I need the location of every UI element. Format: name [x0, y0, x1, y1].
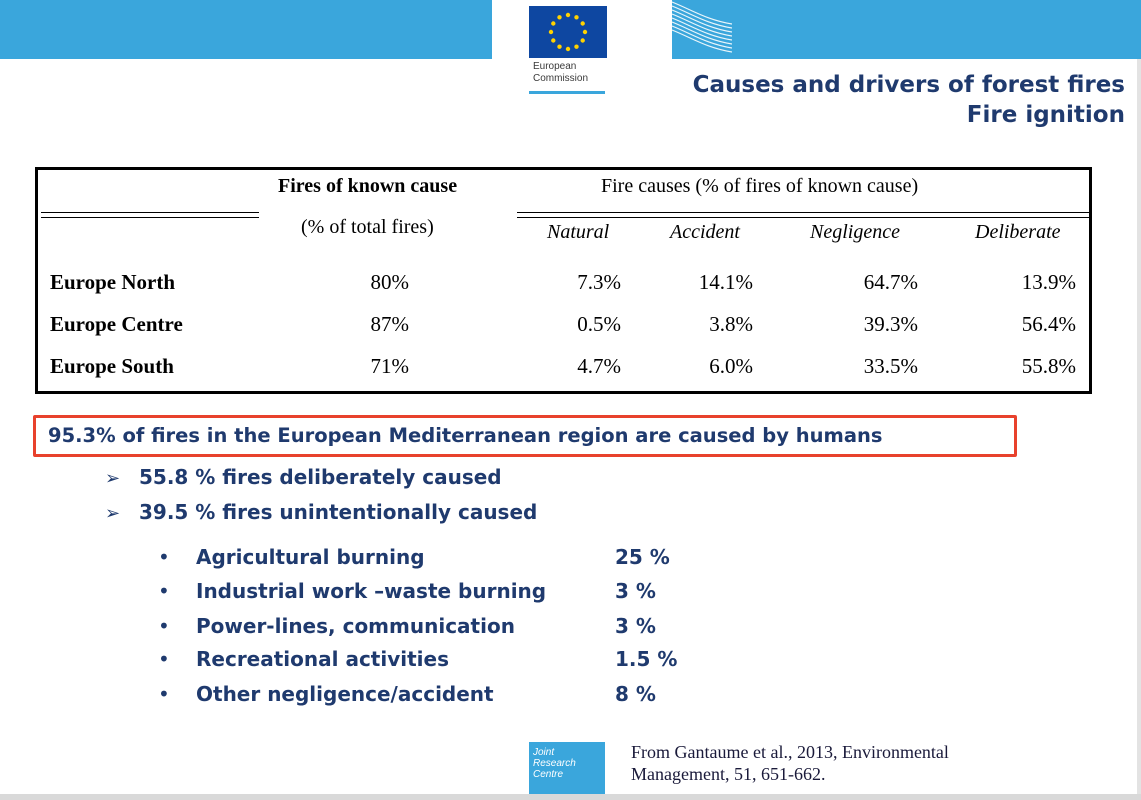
cell-deliberate: 55.8% [1021, 354, 1076, 378]
bullet-value: 8 % [615, 682, 656, 706]
subheader-accident: Accident [670, 221, 740, 243]
header-fire-causes: Fire causes (% of fires of known cause) [601, 175, 919, 197]
eu-flag-icon [529, 6, 607, 58]
cell-negligence: 39.3% [863, 312, 918, 336]
arrow-bullet-icon: ➢ [105, 468, 121, 489]
highlight-box [33, 415, 1017, 457]
bullet-label: Power-lines, communication [196, 614, 515, 638]
page-subtitle: Fire ignition [966, 102, 1125, 128]
bullet-value: 3 % [615, 614, 656, 638]
arrow-item-text: 39.5 % fires unintentionally caused [139, 500, 538, 524]
cell-natural: 0.5% [577, 312, 621, 336]
jrc-line-2: Research [533, 758, 576, 769]
european-commission-logo [529, 0, 609, 96]
bullet-label: Other negligence/accident [196, 682, 494, 706]
row-label: Europe South [50, 354, 174, 378]
cell-negligence: 64.7% [863, 270, 918, 294]
bullet-dot-icon: • [158, 647, 170, 671]
arrow-item-text: 55.8 % fires deliberately caused [139, 465, 502, 489]
cell-accident: 6.0% [709, 354, 753, 378]
bullet-label: Agricultural burning [196, 545, 425, 569]
bullet-label: Recreational activities [196, 647, 449, 671]
subheader-negligence: Negligence [810, 221, 900, 243]
bullet-label: Industrial work –waste burning [196, 579, 547, 603]
cell-known: 80% [370, 270, 409, 294]
fire-causes-table [35, 167, 1092, 394]
citation-line-1: From Gantaume et al., 2013, Environmental [631, 742, 949, 762]
jrc-logo [529, 742, 605, 794]
bullet-value: 25 % [615, 545, 670, 569]
row-label: Europe Centre [50, 312, 183, 336]
subheader-deliberate: Deliberate [975, 221, 1061, 243]
jrc-line-1: Joint [533, 747, 555, 758]
arrow-item [105, 500, 537, 524]
highlight-text: 95.3% of fires in the European Mediterranean region are caused by humans [48, 424, 883, 447]
header-known-cause: Fires of known cause [278, 175, 458, 197]
bullet-value: 3 % [615, 579, 656, 603]
bullet-dot-icon: • [158, 579, 170, 603]
slide-bottom-edge [0, 794, 1141, 800]
bullet-dot-icon: • [158, 614, 170, 638]
arrow-item [105, 465, 502, 489]
bullet-dot-icon: • [158, 682, 170, 706]
logo-underline [529, 91, 605, 94]
jrc-line-3: Centre [533, 769, 564, 780]
bullet-dot-icon: • [158, 545, 170, 569]
header-rule-left [41, 212, 259, 218]
cell-negligence: 33.5% [863, 354, 918, 378]
cell-known: 71% [370, 354, 409, 378]
arrow-bullet-icon: ➢ [105, 503, 121, 524]
page-title: Causes and drivers of forest fires [692, 72, 1125, 98]
cell-deliberate: 13.9% [1021, 270, 1076, 294]
bullet-value: 1.5 % [615, 647, 678, 671]
logo-line-2: Commission [533, 73, 589, 84]
slide-edge [1137, 59, 1141, 800]
cell-accident: 3.8% [709, 312, 753, 336]
cell-deliberate: 56.4% [1021, 312, 1076, 336]
citation [631, 741, 949, 785]
cell-natural: 7.3% [577, 270, 621, 294]
header-rule-right [517, 212, 1089, 218]
cell-known: 87% [370, 312, 409, 336]
logo-text [533, 61, 588, 85]
header-known-cause-unit: (% of total fires) [301, 216, 434, 238]
cell-accident: 14.1% [698, 270, 753, 294]
cell-natural: 4.7% [577, 354, 621, 378]
jrc-logo-text [533, 747, 576, 780]
citation-line-2: Management, 51, 651-662. [631, 764, 826, 784]
logo-line-1: European [533, 61, 577, 72]
subheader-natural: Natural [547, 221, 610, 243]
row-label: Europe North [50, 270, 176, 294]
